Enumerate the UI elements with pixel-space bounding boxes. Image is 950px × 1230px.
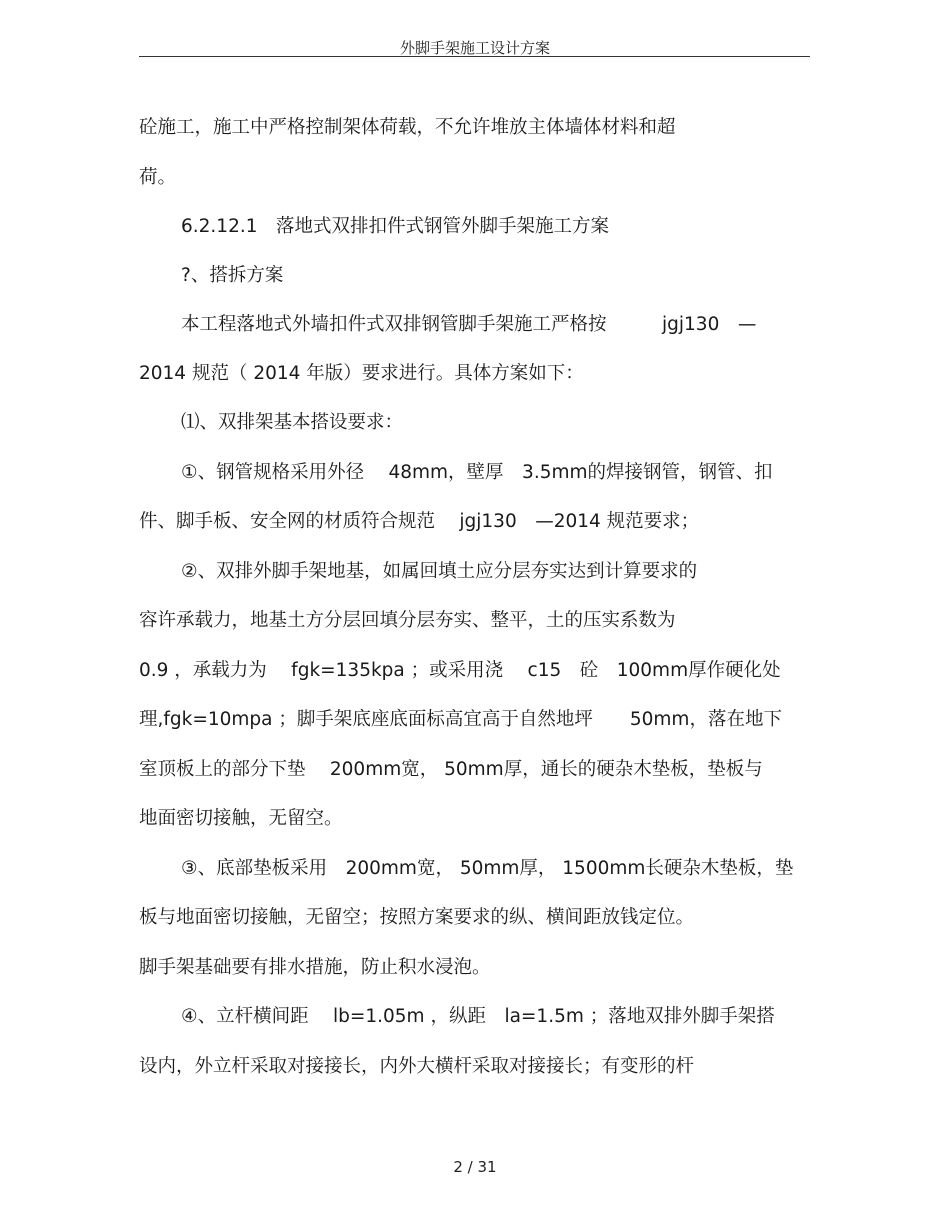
text-line: ③、底部垫板采用 200mm宽， 50mm厚， 1500mm长硬杂木垫板，垫 [181,858,794,879]
section-heading: 6.2.12.1 落地式双排扣件式钢管外脚手架施工方案 [181,216,609,237]
text-line: 设内，外立杆采取对接接长，内外大横杆采取对接接长；有变形的杆 [139,1056,695,1077]
text-line: 砼施工，施工中严格控制架体荷载，不允许堆放主体墙体材料和超 [139,117,676,138]
text-line: 理,fgk=10mpa ；脚手架底座底面标高宜高于自然地坪 50mm，落在地下 [139,709,782,730]
page-number: 2 / 31 [453,1158,497,1176]
text-line: 2014 规范（ 2014 年版）要求进行。具体方案如下： [139,363,584,384]
text-line: 荷。 [139,167,177,188]
text-line: 板与地面密切接触，无留空；按照方案要求的纵、横间距放钱定位。 [139,907,695,928]
list-heading: ⑴、双排架基本搭设要求： [181,412,404,433]
text-line: 0.9 ，承载力为 fgk=135kpa ；或采用浇 c15 砼 100mm厚作硬化处 [139,660,781,681]
text-line: 件、脚手板、安全网的材质符合规范 jgj130 —2014 规范要求； [139,511,700,532]
header-divider [139,56,810,57]
text-line: 地面密切接触，无留空。 [139,808,343,829]
text-line: ②、双排外脚手架地基，如属回填土应分层夯实达到计算要求的 [181,561,698,582]
subsection-heading: ?、搭拆方案 [181,265,284,286]
text-line: 本工程落地式外墙扣件式双排钢管脚手架施工严格按 jgj130 — [181,314,757,335]
text-line: 脚手架基础要有排水措施，防止积水浸泡。 [139,957,491,978]
text-line: 容许承载力，地基土方分层回填分层夯实、整平，土的压实系数为 [139,610,676,631]
text-line: ④、立杆横间距 lb=1.05m ，纵距 la=1.5m ；落地双排外脚手架搭 [181,1006,775,1027]
text-line: ①、钢管规格采用外径 48mm，壁厚 3.5mm的焊接钢管，钢管、扣 [181,462,773,483]
text-line: 室顶板上的部分下垫 200mm宽， 50mm厚，通长的硬杂木垫板，垫板与 [139,759,763,780]
page-header-title: 外脚手架施工设计方案 [399,39,550,57]
